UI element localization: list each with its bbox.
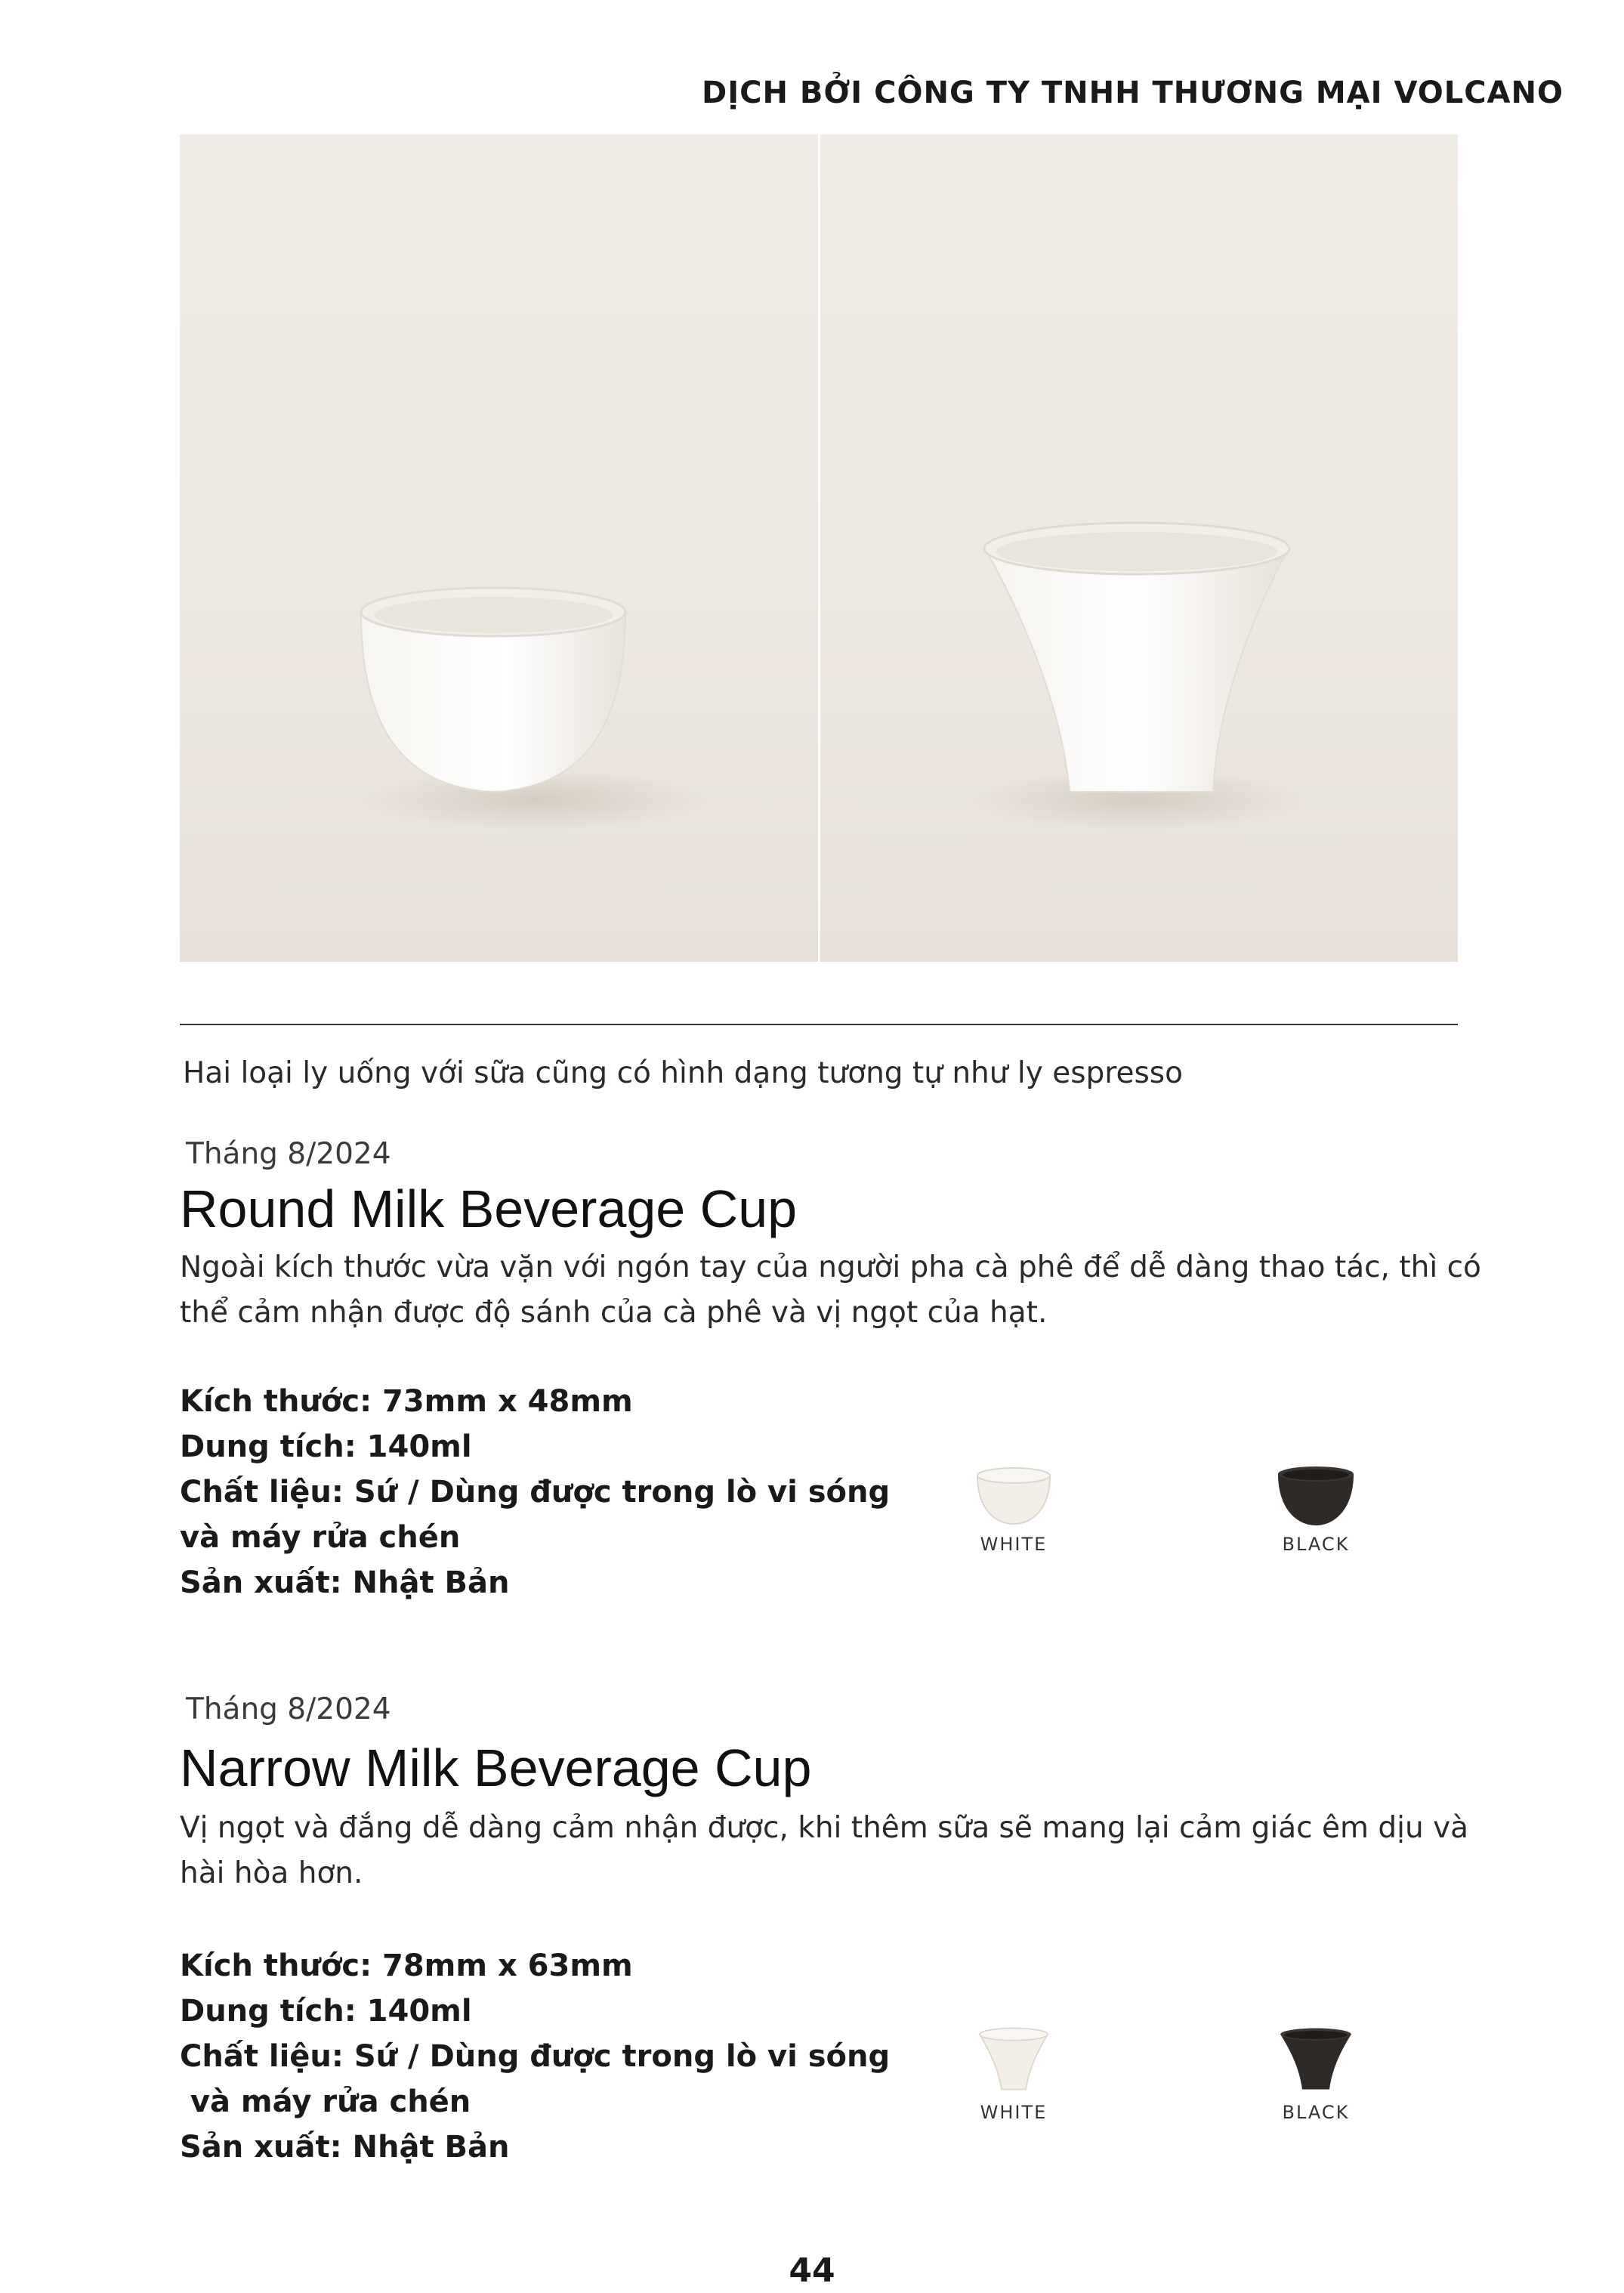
spec-material-cont: và máy rửa chén	[180, 1520, 461, 1555]
product-specs	[180, 1943, 890, 2170]
narrow-cup-photo	[820, 134, 1458, 962]
spec-size: Kích thước: 73mm x 48mm	[180, 1384, 633, 1419]
section-divider	[180, 1024, 1458, 1025]
translator-credit: DỊCH BỞI CÔNG TY TNHH THƯƠNG MẠI VOLCANO	[702, 76, 1564, 110]
page-number: 44	[789, 2251, 835, 2290]
swatch-label-white: WHITE	[980, 1534, 1048, 1555]
narrow-cup-white-swatch[interactable]	[953, 2025, 1074, 2093]
swatch-label-black: BLACK	[1282, 1534, 1350, 1555]
product-description: Vị ngọt và đắng dễ dàng cảm nhận được, khi thêm sữa sẽ mang lại cảm giác êm dịu và hài hòa hơn.	[180, 1811, 1469, 1890]
product-specs	[180, 1379, 890, 1605]
swatch-label-black: BLACK	[1282, 2102, 1350, 2123]
product-title: Narrow Milk Beverage Cup	[180, 1738, 812, 1797]
spec-capacity: Dung tích: 140ml	[180, 1994, 472, 2029]
spec-size: Kích thước: 78mm x 63mm	[180, 1948, 633, 1983]
spec-capacity: Dung tích: 140ml	[180, 1429, 472, 1464]
product-title: Round Milk Beverage Cup	[180, 1179, 798, 1238]
product-date: Tháng 8/2024	[186, 1692, 391, 1726]
spec-material-cont: và máy rửa chén	[180, 2084, 471, 2119]
spec-origin: Sản xuất: Nhật Bản	[180, 1565, 510, 1600]
spec-origin: Sản xuất: Nhật Bản	[180, 2130, 510, 2165]
product-date: Tháng 8/2024	[186, 1137, 391, 1171]
product-description: Ngoài kích thước vừa vặn với ngón tay của người pha cà phê để dễ dàng thao tác, thì có thể cảm nhận được độ sánh của cà phê và vị ngọt của hạt.	[180, 1250, 1481, 1330]
spec-material: Chất liệu: Sứ / Dùng được trong lò vi sóng	[180, 2039, 891, 2074]
round-cup-white-swatch[interactable]	[953, 1462, 1074, 1530]
round-cup-black-swatch[interactable]	[1255, 1462, 1376, 1530]
narrow-cup-black-swatch[interactable]	[1255, 2025, 1376, 2093]
photo-caption: Hai loại ly uống với sữa cũng có hình dạng tương tự như ly espresso	[183, 1056, 1183, 1090]
spec-material: Chất liệu: Sứ / Dùng được trong lò vi sóng	[180, 1475, 891, 1510]
swatch-label-white: WHITE	[980, 2102, 1048, 2123]
round-cup-photo	[180, 134, 818, 962]
